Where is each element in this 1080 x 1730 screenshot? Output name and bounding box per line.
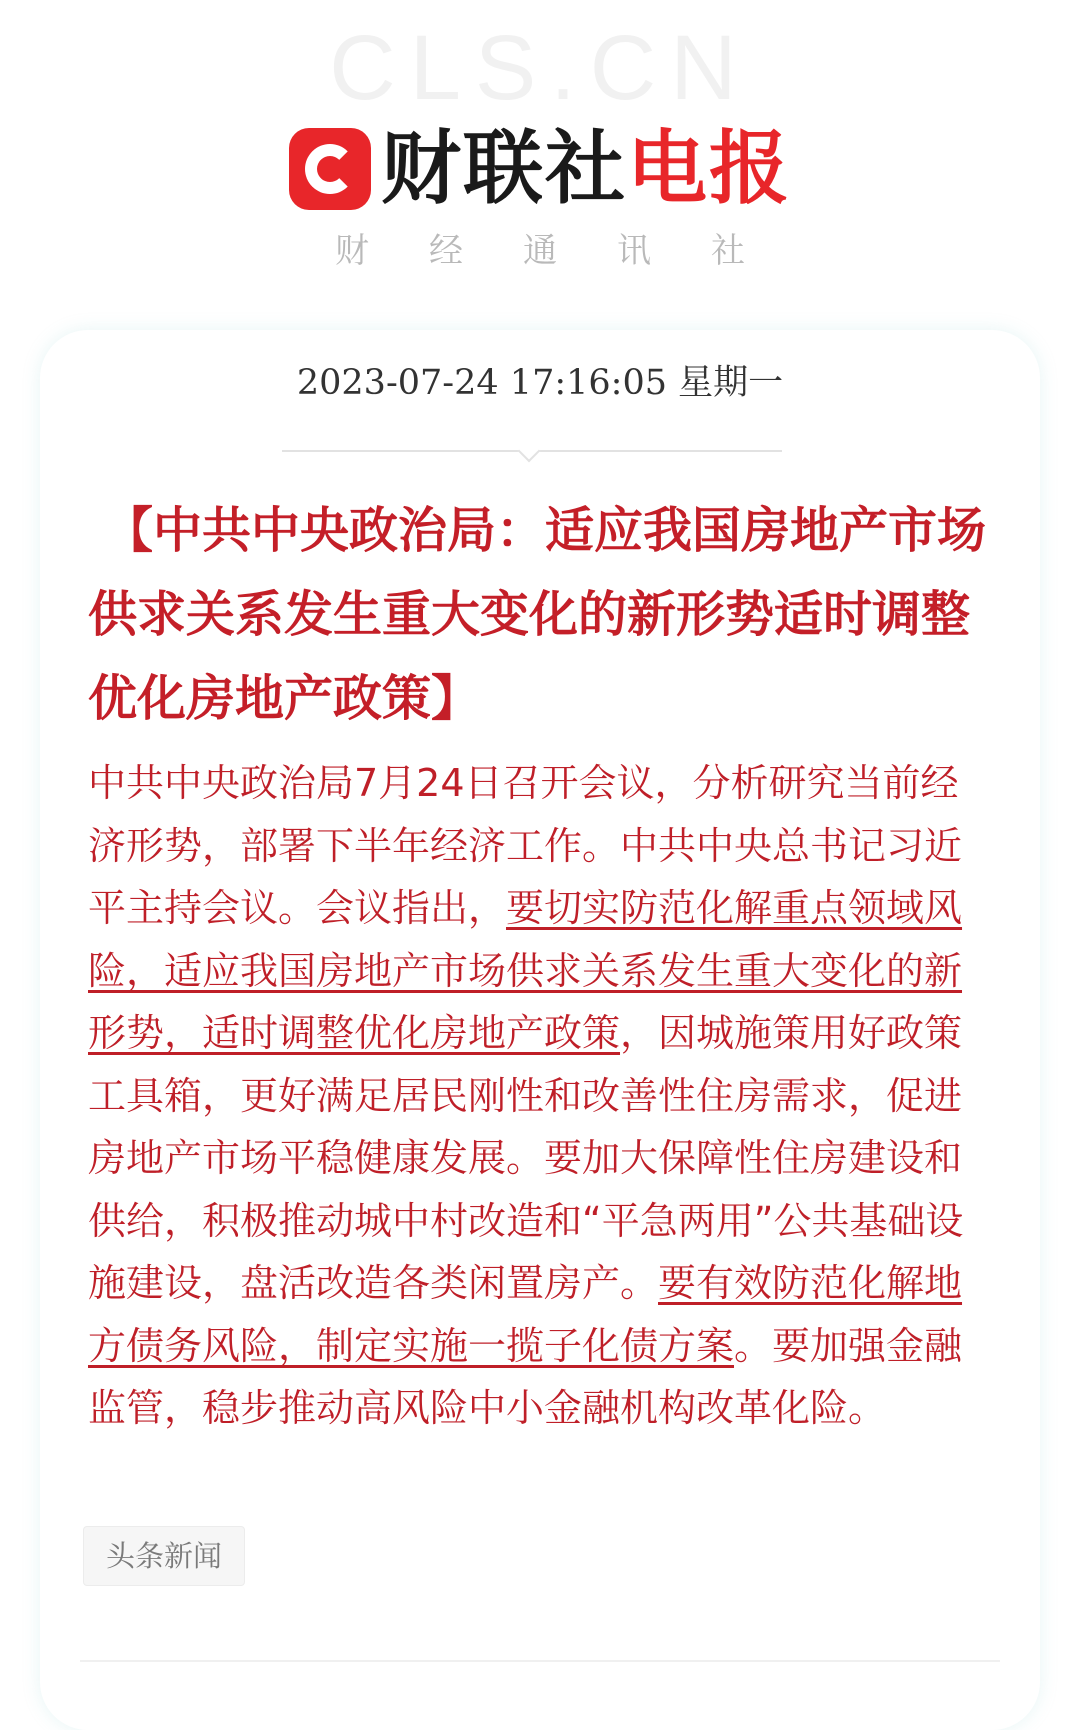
brand-logo — [0, 122, 1080, 215]
tag-headline-news[interactable]: 头条新闻 — [83, 1526, 245, 1586]
watermark-text: CLS.CN — [329, 17, 751, 119]
bottom-divider — [80, 1660, 1000, 1662]
body-underlined-1: 要切实防范化解重点领域风险，适应我国房地产市场供求关系发生重大变化的新形势，适时调整优化房地产政策 — [88, 886, 963, 1055]
body-text-1: 中共中央政治局7月24日召开会议，分析研究当前经济形势，部署下半年经济工作。中共中央总书记习近平主持会议。会议指出， — [88, 761, 963, 930]
cls-c-logo-icon — [289, 128, 371, 210]
brand-name-black: 财联社 — [381, 122, 627, 215]
brand-name-red: 电报 — [627, 122, 791, 215]
brand-tagline: 财经通讯社 — [335, 231, 805, 271]
article-headline: 【中共中央政治局：适应我国房地产市场供求关系发生重大变化的新形势适时调整优化房地产政策】 — [88, 501, 987, 727]
article-body — [88, 752, 988, 1440]
body-text-2: ，因城施策用好政策工具箱，更好满足居民刚性和改善性住房需求，促进房地产市场平稳健康发展。要加大保障性住房建设和供给，积极推动城中村改造和“平急两用”公共基础设施建设，盘活改造各类闲置房产。 — [88, 1011, 964, 1305]
body-underlined-2: 要有效防范化解地方债务风险，制定实施一揽子化债方案 — [88, 1261, 963, 1368]
body-text-3: 。要加强金融监管，稳步推动高风险中小金融机构改革化险。 — [88, 1323, 963, 1430]
brand-name — [381, 122, 791, 215]
article-datetime: 2023-07-24 17:16:05 星期一 — [296, 363, 784, 403]
